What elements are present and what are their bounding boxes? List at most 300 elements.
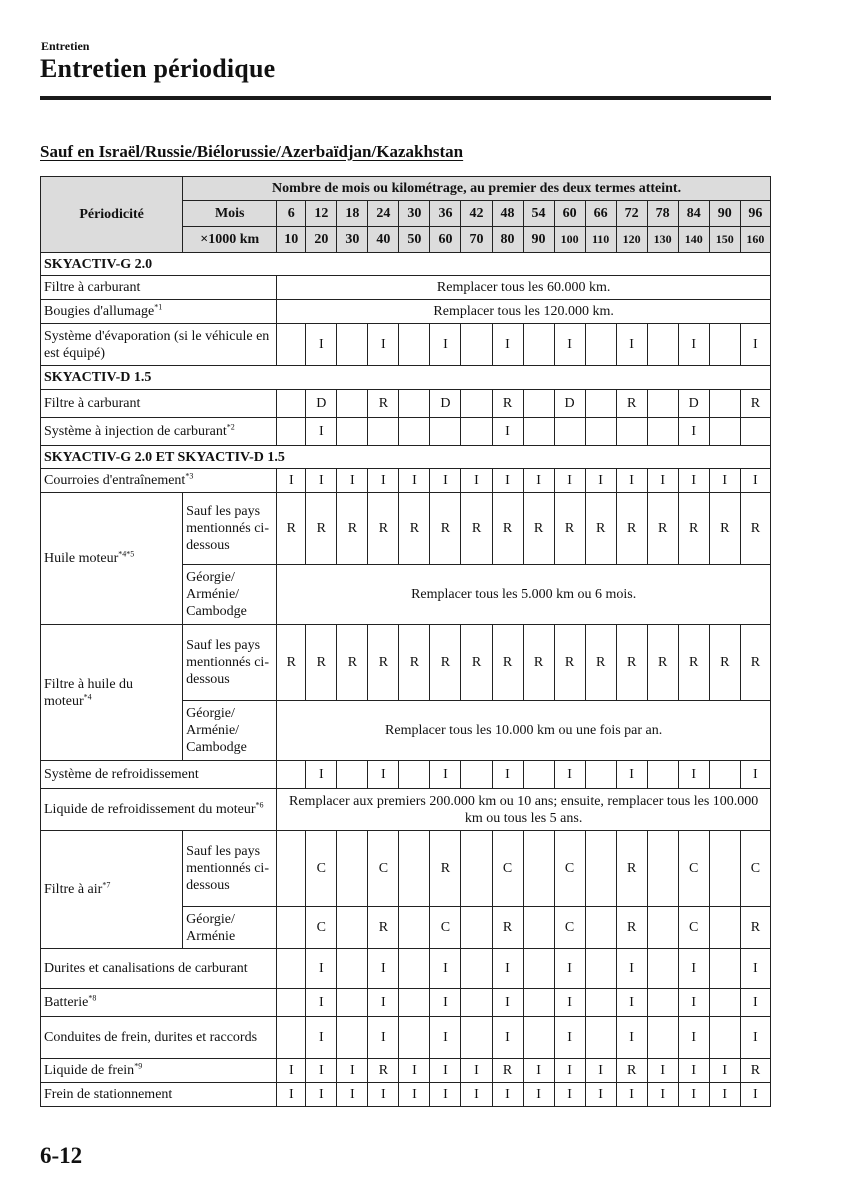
schedule-cell: R [492,1059,523,1083]
schedule-cell [709,390,740,418]
schedule-cell [647,1017,678,1059]
schedule-cell: D [554,390,585,418]
schedule-cell [461,324,492,366]
table-row [41,1017,771,1059]
schedule-cell: C [678,907,709,949]
schedule-cell: I [306,324,337,366]
schedule-cell: I [430,1017,461,1059]
month-header: 78 [647,201,678,227]
row-label [41,1083,277,1107]
span-note: Remplacer tous les 5.000 km ou 6 mois. [277,565,771,625]
row-label-text: Frein de stationnement [44,1087,173,1102]
row-label [41,989,277,1017]
schedule-cell: I [277,1059,306,1083]
table-row [41,625,771,701]
schedule-cell: R [616,907,647,949]
schedule-cell [709,324,740,366]
row-label-text: Filtre à carburant [44,396,141,411]
schedule-cell: R [368,907,399,949]
schedule-cell: R [523,625,554,701]
schedule-cell [585,1017,616,1059]
schedule-cell: R [461,625,492,701]
table-row [41,276,771,300]
schedule-cell: I [492,1017,523,1059]
table-row [41,789,771,831]
schedule-cell: D [306,390,337,418]
schedule-cell: I [647,1059,678,1083]
interval-header: Nombre de mois ou kilométrage, au premier des deux termes atteint. [183,177,771,201]
title-rule [40,96,771,100]
schedule-cell: I [368,949,399,989]
periodicity-header: Périodicité [41,177,183,253]
row-label-text: Bougies d'allumage [44,304,155,319]
schedule-cell [647,989,678,1017]
schedule-cell: I [554,1017,585,1059]
schedule-cell: R [709,493,740,565]
schedule-cell [585,390,616,418]
km-header: 90 [523,227,554,253]
schedule-cell: I [616,989,647,1017]
schedule-cell: I [306,418,337,446]
footnote-ref: *3 [185,471,194,481]
schedule-cell: R [616,831,647,907]
span-note: Remplacer aux premiers 200.000 km ou 10 ans; ensuite, remplacer tous les 100.000 km ou tous les 5 ans. [277,789,771,831]
schedule-cell [337,1017,368,1059]
schedule-cell: I [492,949,523,989]
schedule-cell: I [585,1059,616,1083]
schedule-cell [461,989,492,1017]
km-header: 70 [461,227,492,253]
table-row [41,949,771,989]
schedule-cell: I [740,989,770,1017]
schedule-cell: R [399,493,430,565]
schedule-cell [399,390,430,418]
schedule-cell: I [554,1059,585,1083]
schedule-cell: I [277,469,306,493]
schedule-cell [461,907,492,949]
schedule-cell: R [492,493,523,565]
row-label-text: Liquide de frein [44,1063,135,1078]
schedule-cell: I [678,1083,709,1107]
schedule-cell: I [678,1017,709,1059]
schedule-cell [647,907,678,949]
month-header: 42 [461,201,492,227]
schedule-cell [585,989,616,1017]
schedule-cell: R [647,493,678,565]
schedule-cell: R [585,625,616,701]
schedule-cell [277,831,306,907]
row-label [41,418,277,446]
footnote-ref: *1 [154,302,163,312]
month-header: 90 [709,201,740,227]
schedule-cell: I [740,469,770,493]
footnote-ref: *8 [88,993,97,1003]
schedule-cell: I [585,1083,616,1107]
schedule-cell [709,907,740,949]
schedule-cell [709,1017,740,1059]
schedule-cell [368,418,399,446]
schedule-cell [585,831,616,907]
region-label: Géorgie/ Arménie [183,907,277,949]
schedule-cell: I [368,469,399,493]
schedule-cell: I [616,469,647,493]
schedule-cell [277,324,306,366]
row-label-text: Durites et canalisations de carburant [44,961,248,976]
schedule-cell: I [585,469,616,493]
span-note: Remplacer tous les 60.000 km. [277,276,771,300]
schedule-cell [277,989,306,1017]
schedule-cell: I [740,1017,770,1059]
schedule-cell: I [461,1059,492,1083]
schedule-cell: I [709,1083,740,1107]
span-note: Remplacer tous les 120.000 km. [277,300,771,324]
schedule-cell: R [585,493,616,565]
schedule-cell: I [492,1083,523,1107]
schedule-cell: I [430,469,461,493]
schedule-cell [523,907,554,949]
schedule-cell [277,390,306,418]
schedule-cell: R [740,493,770,565]
schedule-cell: R [399,625,430,701]
schedule-cell: D [678,390,709,418]
schedule-cell: I [368,324,399,366]
footnote-ref: *9 [134,1061,143,1071]
region-label: Sauf les pays mentionnés ci-dessous [183,831,277,907]
km-header: 150 [709,227,740,253]
table-row [41,831,771,907]
schedule-cell: R [430,625,461,701]
schedule-cell: R [492,390,523,418]
schedule-cell [585,324,616,366]
schedule-cell: I [554,469,585,493]
schedule-cell [277,949,306,989]
schedule-cell: I [337,469,368,493]
schedule-cell: R [709,625,740,701]
schedule-cell [647,324,678,366]
schedule-cell: I [647,469,678,493]
table-row [41,418,771,446]
engine-group-header: SKYACTIV-G 2.0 ET SKYACTIV-D 1.5 [41,446,771,469]
schedule-cell [337,418,368,446]
schedule-cell: I [306,1017,337,1059]
row-label [41,789,277,831]
schedule-cell: I [678,1059,709,1083]
schedule-cell: C [368,831,399,907]
schedule-cell: I [306,949,337,989]
schedule-cell [277,1017,306,1059]
schedule-cell: R [554,493,585,565]
schedule-cell: I [647,1083,678,1107]
km-header: 120 [616,227,647,253]
schedule-cell: I [678,324,709,366]
km-header: 10 [277,227,306,253]
km-header: 20 [306,227,337,253]
km-header: 30 [337,227,368,253]
engine-group-header: SKYACTIV-D 1.5 [41,366,771,390]
schedule-cell [523,989,554,1017]
table-row [41,324,771,366]
schedule-cell: C [492,831,523,907]
month-header: 66 [585,201,616,227]
schedule-cell: R [647,625,678,701]
row-label-text: Courroies d'entraînement [44,473,186,488]
span-note: Remplacer tous les 10.000 km ou une fois par an. [277,701,771,761]
row-label [41,625,183,761]
km-header: 60 [430,227,461,253]
schedule-cell: I [616,949,647,989]
region-label: Sauf les pays mentionnés ci-dessous [183,625,277,701]
row-label [41,1059,277,1083]
schedule-cell: I [523,1083,554,1107]
schedule-cell: C [740,831,770,907]
row-label-text: Huile moteur [44,551,119,566]
footnote-ref: *4*5 [118,549,135,559]
schedule-cell: I [740,324,770,366]
schedule-cell [399,1017,430,1059]
schedule-cell [337,761,368,789]
schedule-cell: R [368,493,399,565]
row-label [41,469,277,493]
schedule-cell: R [616,390,647,418]
schedule-cell [647,949,678,989]
schedule-cell [709,831,740,907]
schedule-cell [523,831,554,907]
schedule-cell: I [399,469,430,493]
table-row [41,1059,771,1083]
row-label-text: Système d'évaporation (si le véhicule en est équipé) [44,328,270,361]
schedule-cell [461,949,492,989]
schedule-cell [647,390,678,418]
month-header: 18 [337,201,368,227]
schedule-cell: I [492,469,523,493]
schedule-cell: I [678,949,709,989]
schedule-cell: R [461,493,492,565]
schedule-cell: I [306,761,337,789]
schedule-cell: I [399,1059,430,1083]
page-title: Entretien périodique [40,54,276,83]
schedule-cell: I [616,761,647,789]
schedule-cell [585,418,616,446]
schedule-cell: I [337,1059,368,1083]
schedule-cell: R [616,493,647,565]
schedule-cell: R [740,1059,770,1083]
schedule-cell: I [554,324,585,366]
schedule-cell [709,989,740,1017]
schedule-cell: R [740,625,770,701]
schedule-cell: I [430,324,461,366]
km-header: 140 [678,227,709,253]
schedule-cell: I [554,761,585,789]
schedule-cell: I [461,469,492,493]
schedule-cell: R [337,625,368,701]
schedule-cell: I [492,761,523,789]
table-row [41,989,771,1017]
schedule-cell: R [678,625,709,701]
schedule-cell [585,907,616,949]
month-header: 84 [678,201,709,227]
schedule-cell [399,324,430,366]
month-header: 72 [616,201,647,227]
km-header: 50 [399,227,430,253]
schedule-cell [523,949,554,989]
schedule-cell: I [740,761,770,789]
schedule-cell [554,418,585,446]
schedule-cell: R [430,831,461,907]
row-label [41,761,277,789]
schedule-cell: R [368,625,399,701]
schedule-cell [523,390,554,418]
row-label [41,831,183,949]
row-label-text: Filtre à air [44,882,103,897]
schedule-cell: C [678,831,709,907]
schedule-cell: I [709,469,740,493]
schedule-cell: C [306,831,337,907]
schedule-cell [461,831,492,907]
schedule-cell: I [616,1083,647,1107]
schedule-cell: I [740,949,770,989]
schedule-cell: I [430,949,461,989]
schedule-cell: R [277,625,306,701]
schedule-cell [337,831,368,907]
schedule-cell [277,907,306,949]
schedule-cell [399,418,430,446]
schedule-cell: I [306,1083,337,1107]
schedule-cell: I [616,1017,647,1059]
schedule-cell: R [430,493,461,565]
schedule-cell [461,390,492,418]
schedule-cell: I [740,1083,770,1107]
month-header: 12 [306,201,337,227]
region-label: Géorgie/ Arménie/ Cambodge [183,565,277,625]
footnote-ref: *4 [83,691,92,701]
schedule-cell: I [337,1083,368,1107]
schedule-cell [399,907,430,949]
row-label [41,1017,277,1059]
schedule-cell: I [368,1017,399,1059]
schedule-cell: R [492,907,523,949]
row-label-text: Système à injection de carburant [44,424,227,439]
row-label [41,276,277,300]
row-label-text: Filtre à carburant [44,280,141,295]
schedule-cell [337,989,368,1017]
schedule-cell [709,949,740,989]
km-header: 80 [492,227,523,253]
km-header: 100 [554,227,585,253]
km-header: 160 [740,227,770,253]
schedule-cell: I [306,989,337,1017]
schedule-cell [337,949,368,989]
schedule-cell [461,418,492,446]
months-label: Mois [183,201,277,227]
schedule-cell: I [678,989,709,1017]
schedule-cell: I [554,949,585,989]
schedule-cell: I [678,469,709,493]
month-header: 24 [368,201,399,227]
schedule-cell: I [678,418,709,446]
month-header: 30 [399,201,430,227]
km-label: ×1000 km [183,227,277,253]
schedule-cell: I [368,1083,399,1107]
schedule-cell [740,418,770,446]
month-header: 96 [740,201,770,227]
schedule-cell [647,761,678,789]
schedule-cell: R [492,625,523,701]
schedule-cell: I [368,989,399,1017]
schedule-cell [337,907,368,949]
schedule-cell: I [277,1083,306,1107]
schedule-cell [399,761,430,789]
schedule-cell: R [616,625,647,701]
schedule-cell [523,418,554,446]
schedule-cell: I [430,761,461,789]
schedule-cell [461,1017,492,1059]
schedule-cell: R [554,625,585,701]
schedule-cell [709,761,740,789]
schedule-cell: I [430,989,461,1017]
region-label: Géorgie/ Arménie/ Cambodge [183,701,277,761]
footnote-ref: *2 [226,422,235,432]
schedule-cell: I [461,1083,492,1107]
engine-group-header: SKYACTIV-G 2.0 [41,253,771,276]
schedule-cell: I [368,761,399,789]
schedule-cell: I [430,1059,461,1083]
schedule-cell: I [492,324,523,366]
km-header: 110 [585,227,616,253]
schedule-cell: C [430,907,461,949]
schedule-cell: I [554,989,585,1017]
schedule-cell [585,761,616,789]
table-row [41,761,771,789]
schedule-cell: R [678,493,709,565]
schedule-cell [337,324,368,366]
row-label-text: Système de refroidissement [44,767,199,782]
row-label-text: Conduites de frein, durites et raccords [44,1030,258,1045]
schedule-cell [523,1017,554,1059]
table-row [41,493,771,565]
table-row [41,390,771,418]
month-header: 36 [430,201,461,227]
schedule-cell: R [740,907,770,949]
schedule-cell [430,418,461,446]
schedule-cell: I [492,418,523,446]
schedule-cell [277,418,306,446]
schedule-cell [277,761,306,789]
footnote-ref: *6 [255,800,264,810]
month-header: 6 [277,201,306,227]
schedule-cell: R [523,493,554,565]
schedule-cell: I [554,1083,585,1107]
month-header: 48 [492,201,523,227]
row-label-text: Liquide de refroidissement du moteur [44,802,256,817]
schedule-cell: R [306,493,337,565]
schedule-cell [399,989,430,1017]
schedule-cell: I [306,469,337,493]
schedule-cell: I [492,989,523,1017]
schedule-cell: R [616,1059,647,1083]
schedule-cell [461,761,492,789]
row-label [41,493,183,625]
schedule-cell [523,761,554,789]
schedule-cell: D [430,390,461,418]
schedule-cell [399,831,430,907]
table-row [41,469,771,493]
schedule-cell [585,949,616,989]
km-header: 40 [368,227,399,253]
schedule-cell: C [306,907,337,949]
footnote-ref: *7 [102,880,111,890]
schedule-cell: I [399,1083,430,1107]
schedule-cell: R [277,493,306,565]
